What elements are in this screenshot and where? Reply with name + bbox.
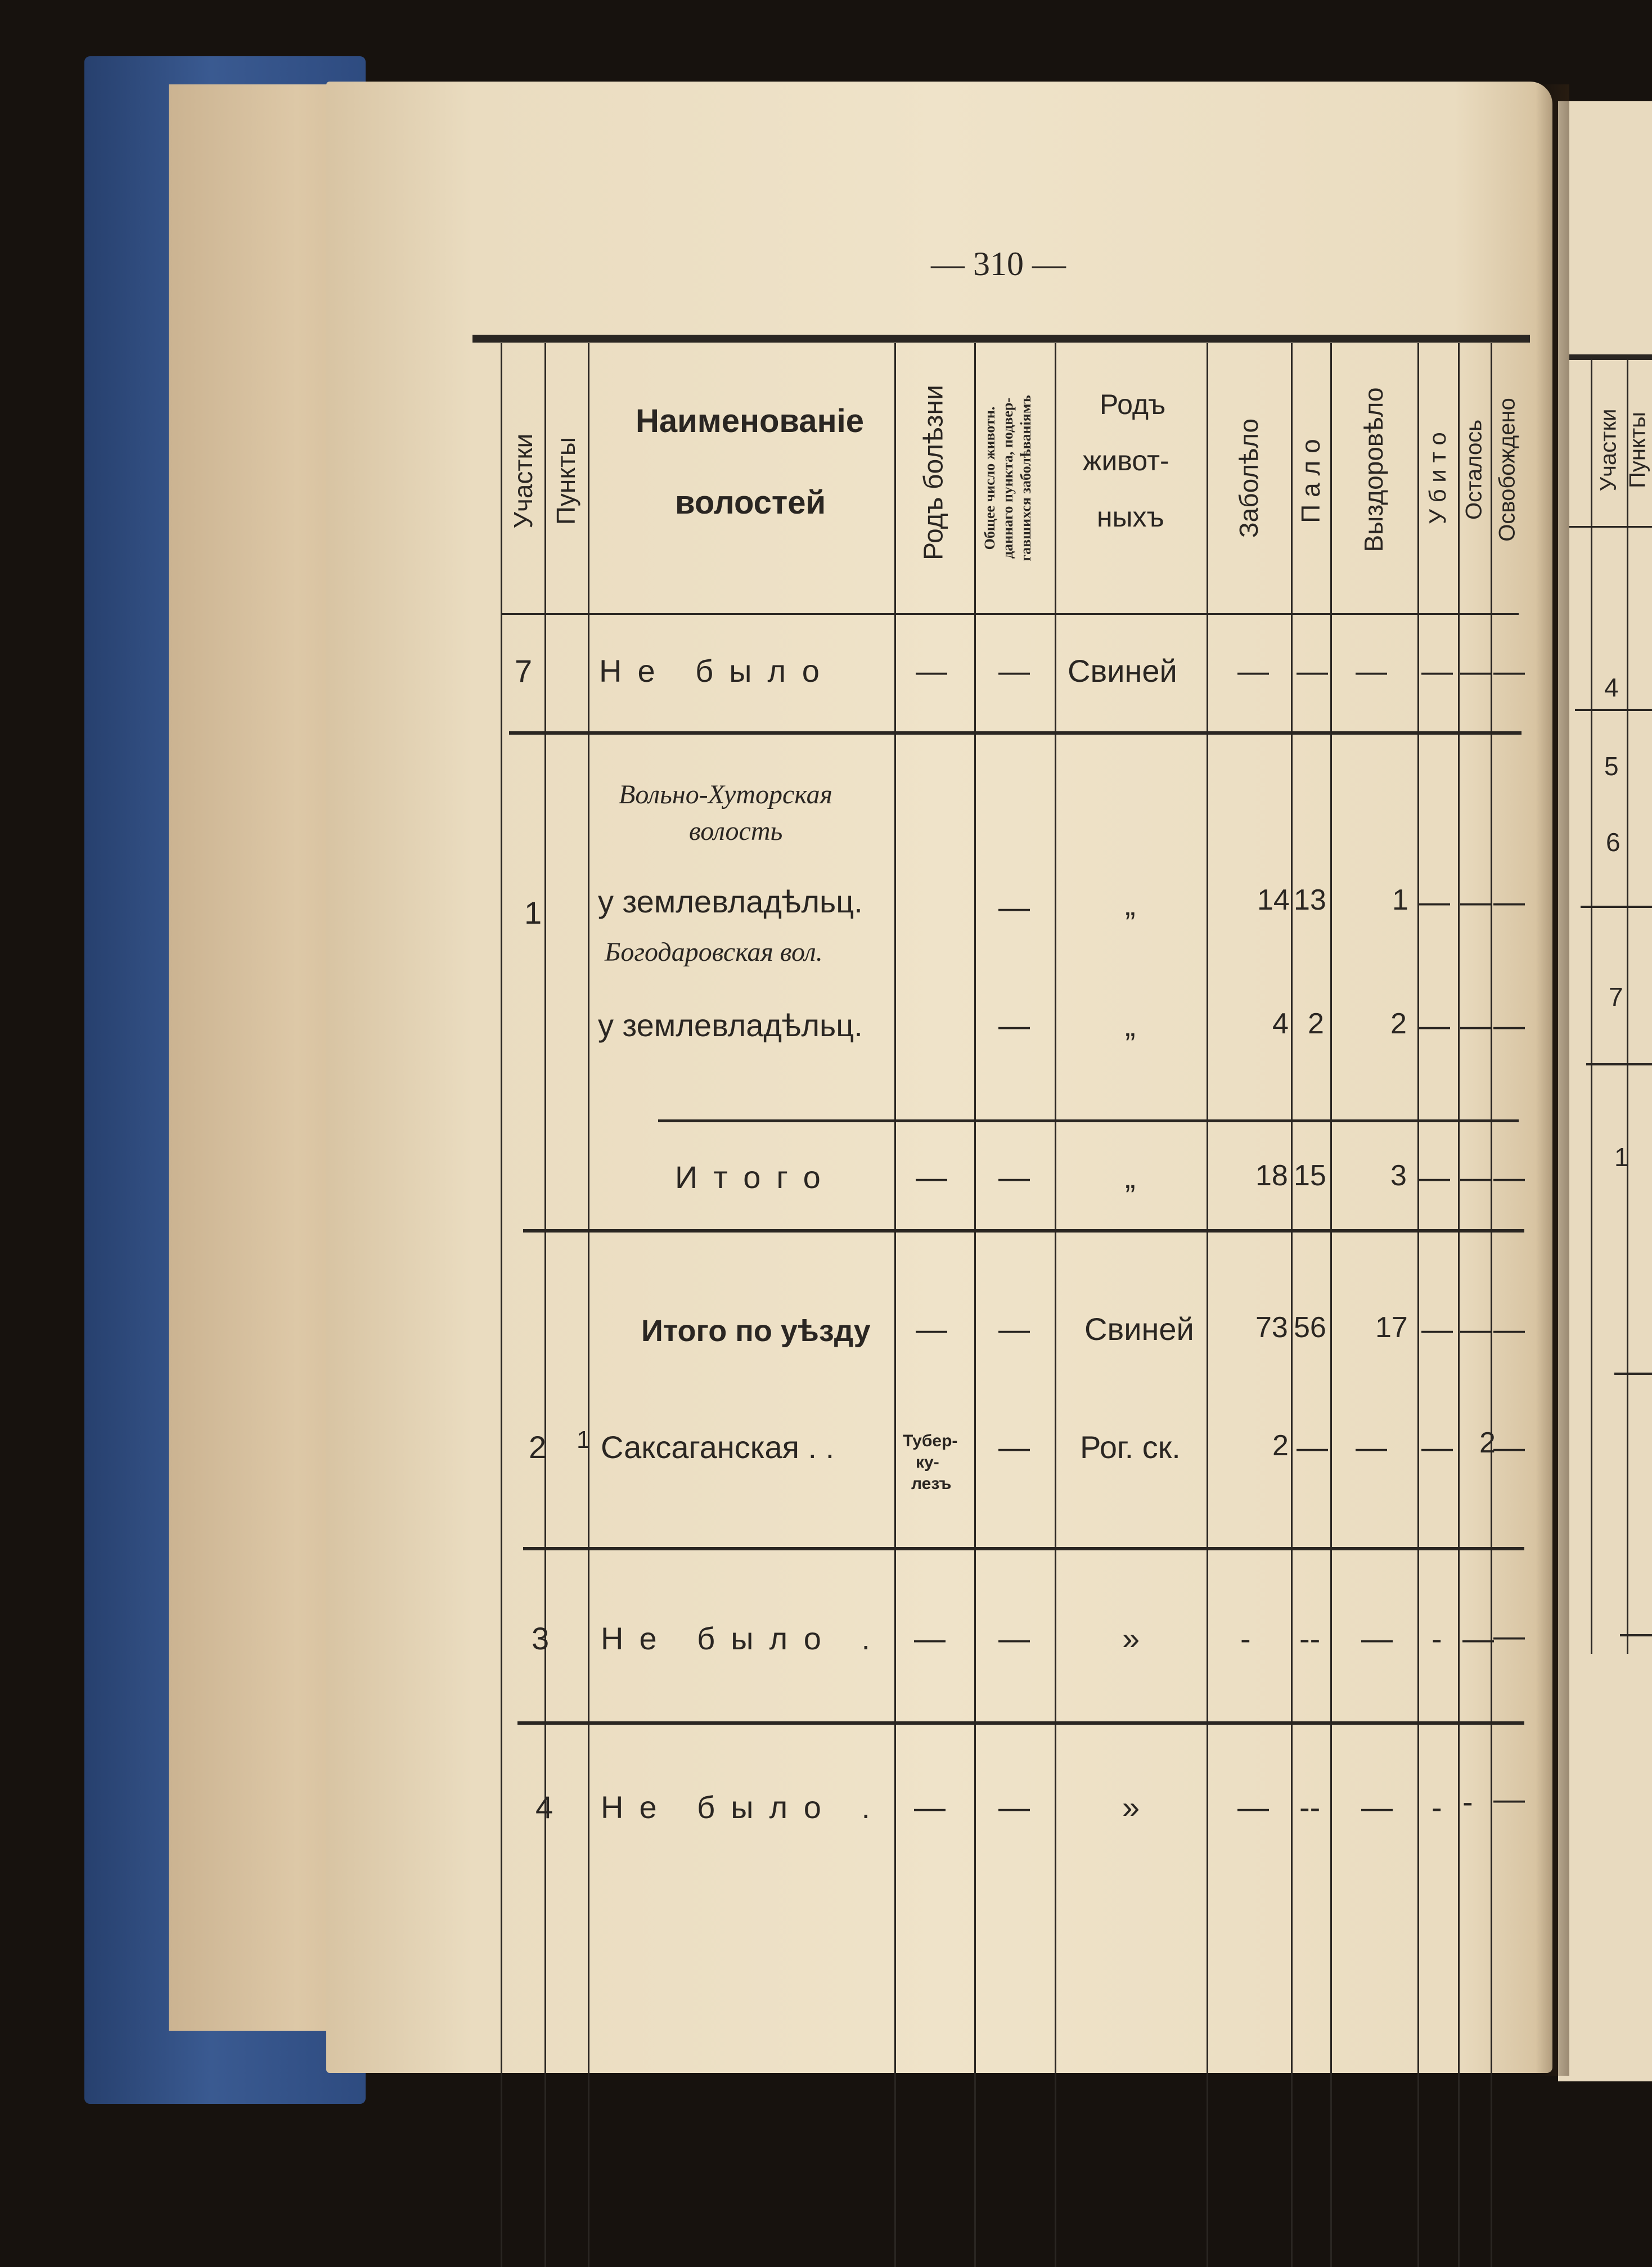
itogo-uezd-zhiv: Свиней (1084, 1311, 1194, 1347)
row3-o: — (1462, 1621, 1494, 1656)
col-line (1458, 343, 1460, 2267)
row4-z: — (1237, 1789, 1269, 1825)
col-line (1055, 343, 1056, 2267)
row1a-o: — (1460, 884, 1492, 919)
row4-zhiv: » (1122, 1789, 1140, 1825)
col-line (1291, 343, 1293, 2267)
col-line (1417, 343, 1419, 2267)
header-punkty: Пункты (551, 437, 580, 525)
right-header-uchastki: Участки (1596, 408, 1621, 492)
row2-punkt: 1 (577, 1426, 591, 1454)
header-rod-zhiv-3: ныхъ (1097, 501, 1164, 533)
row1b-zhiv: „ (1125, 1007, 1136, 1043)
header-obshchee-3: гавшихся заболѣваніямъ (1018, 395, 1034, 561)
itogo-z: 18 (1255, 1159, 1288, 1192)
row1b-os: — (1493, 1007, 1525, 1043)
row1a-v: 1 (1392, 884, 1408, 916)
row4-obshch: — (998, 1789, 1030, 1825)
right-rule (1581, 906, 1652, 908)
row2-o: 2 (1479, 1427, 1496, 1459)
row1a-zhiv: „ (1125, 887, 1136, 922)
col-line (1491, 343, 1492, 2267)
itogo-p: 15 (1294, 1159, 1326, 1192)
itogo-v: 3 (1390, 1159, 1407, 1192)
header-palo: П а л о (1296, 439, 1325, 523)
row7-os: — (1493, 653, 1525, 689)
itogo-uezd-bolezn: — (916, 1311, 947, 1347)
itogo-os: — (1493, 1159, 1525, 1195)
itogo-obshch: — (998, 1159, 1030, 1195)
row1a-uch: 1 (524, 895, 542, 930)
col-line (974, 343, 976, 2267)
row7-uch: 7 (515, 653, 533, 689)
header-rod-zhiv-1: Родъ (1100, 389, 1166, 420)
header-vyzdorovelo: Выздоровѣло (1359, 387, 1388, 552)
row4-bolezn: — (914, 1789, 946, 1825)
row1a-p: 13 (1294, 884, 1326, 916)
left-page (326, 82, 1552, 2073)
row1a-z: 14 (1257, 884, 1290, 916)
r3-rule (517, 1721, 1524, 1725)
right-col-line (1591, 360, 1592, 1654)
itogo-uezd-u: — (1421, 1311, 1453, 1347)
row1b-z: 4 (1272, 1007, 1289, 1040)
col-line (501, 343, 502, 2267)
table-top-rule (472, 335, 1530, 343)
row1b-p: 2 (1308, 1007, 1324, 1040)
itogo-uezd-o: — (1460, 1311, 1492, 1347)
row7-bolezn: — (916, 653, 947, 689)
row3-z: - (1240, 1621, 1251, 1656)
row1b-v: 2 (1390, 1007, 1407, 1040)
row1b-o: — (1460, 1007, 1492, 1043)
right-rule (1614, 1373, 1652, 1375)
row2-bolezn-3: лезъ (911, 1474, 952, 1493)
row2-v: — (1356, 1429, 1387, 1465)
row1b-u: — (1419, 1007, 1450, 1043)
row2-u: — (1421, 1429, 1453, 1465)
header-uchastki: Участки (508, 433, 538, 529)
right-num-4: 4 (1604, 673, 1619, 702)
row2-bolezn-1: Тубер- (903, 1432, 958, 1450)
row1a-obshch: — (998, 889, 1030, 925)
row4-os: — (1493, 1781, 1525, 1816)
row7-v: — (1356, 653, 1387, 689)
row1a-name: у землевладѣльц. (598, 884, 863, 919)
row2-name: Саксаганская . . (601, 1429, 835, 1465)
row4-v: — (1361, 1789, 1393, 1825)
row2-bolezn-2: ку- (916, 1453, 939, 1472)
row7-u: — (1421, 653, 1453, 689)
col-line (1330, 343, 1332, 2267)
itogo-label: Итого (675, 1159, 836, 1195)
col-line (894, 343, 896, 2267)
col-line (1207, 343, 1208, 2267)
row2-uch: 2 (529, 1429, 547, 1465)
row7-rule (509, 731, 1522, 735)
row2-z: 2 (1272, 1429, 1289, 1462)
right-top-rule (1569, 354, 1652, 360)
row4-name: Не было . (601, 1789, 886, 1825)
row1a-u: — (1419, 884, 1450, 919)
right-rule (1586, 1063, 1652, 1065)
row3-uch: 3 (532, 1621, 550, 1656)
header-osvobozhdeno: Освобождено (1495, 398, 1520, 542)
itogo-uezd-v: 17 (1375, 1311, 1408, 1344)
row3-zhiv: » (1122, 1621, 1140, 1656)
header-naim-2: волостей (675, 484, 826, 521)
header-obshchee-2: даннаго пункта, подвер- (1000, 398, 1016, 559)
itogo-o: — (1460, 1159, 1492, 1195)
itogo-bottom-rule (523, 1229, 1524, 1233)
header-bottom-rule (501, 613, 1519, 615)
row3-name: Не было . (601, 1621, 886, 1656)
gutter-shadow (1536, 84, 1569, 2076)
right-num-7: 7 (1609, 982, 1623, 1011)
row3-u: - (1432, 1621, 1442, 1656)
bog-title: Богодаровская вол. (605, 937, 823, 967)
row7-obshch: — (998, 653, 1030, 689)
row3-obshch: — (998, 1621, 1030, 1656)
row1a-os: — (1493, 884, 1525, 919)
header-obshchee-1: Общее число животн. (982, 406, 998, 550)
row7-zhiv: Свиней (1068, 653, 1177, 689)
col-line (588, 343, 589, 2267)
row3-v: — (1361, 1621, 1393, 1656)
page-number: — 310 — (931, 245, 1066, 282)
row7-o: — (1460, 653, 1492, 689)
row2-os: — (1493, 1429, 1525, 1465)
r2-rule (523, 1547, 1524, 1550)
itogo-uezd-p: 56 (1294, 1311, 1326, 1344)
itogo-uezd-obshch: — (998, 1311, 1030, 1347)
col-line (544, 343, 546, 2267)
right-page (1558, 101, 1652, 2081)
right-num-6: 6 (1606, 827, 1621, 857)
itogo-uezd-os: — (1493, 1311, 1525, 1347)
itogo-top-rule (658, 1119, 1519, 1122)
row2-obshch: — (998, 1429, 1030, 1465)
header-naim-1: Наименованіе (636, 403, 864, 439)
header-zabolelo: Заболѣло (1234, 418, 1263, 538)
row1b-name: у землевладѣльц. (598, 1007, 863, 1043)
itogo-uezd-z: 73 (1255, 1311, 1288, 1344)
itogo-bolezn: — (916, 1159, 947, 1195)
row3-p: -- (1299, 1621, 1321, 1656)
volno-title-1: Вольно-Хуторская (619, 780, 832, 809)
row7-z: — (1237, 653, 1269, 689)
row2-zhiv: Рог. ск. (1080, 1429, 1181, 1465)
row7-p: — (1297, 653, 1328, 689)
row2-p: — (1297, 1429, 1328, 1465)
itogo-u: — (1419, 1159, 1450, 1195)
volno-title-2: волость (689, 816, 783, 846)
row4-uch: 4 (535, 1789, 553, 1825)
itogo-zhiv: „ (1125, 1159, 1136, 1195)
right-rule (1575, 709, 1652, 711)
header-ostalos: Осталось (1461, 419, 1487, 520)
right-rule (1569, 526, 1652, 528)
row7-name: Не было (599, 653, 835, 689)
header-rod-zhiv-2: живот- (1083, 445, 1169, 476)
right-num-5: 5 (1604, 752, 1619, 781)
row4-p: -- (1299, 1789, 1321, 1825)
row3-os: — (1493, 1618, 1525, 1653)
right-rule (1620, 1634, 1652, 1636)
right-num-1: 1 (1614, 1143, 1629, 1172)
row3-bolezn: — (914, 1621, 946, 1656)
right-col-line (1627, 360, 1628, 1654)
right-header-punkty: Пункты (1625, 412, 1650, 488)
header-ubito: У б и т о (1424, 432, 1451, 524)
row1b-obshch: — (998, 1007, 1030, 1043)
header-rod-bolezni: Родъ болѣзни (919, 385, 949, 560)
row4-o: - (1462, 1784, 1473, 1819)
row4-u: - (1432, 1789, 1442, 1825)
itogo-uezd-label: Итого по уѣзду (641, 1314, 871, 1348)
